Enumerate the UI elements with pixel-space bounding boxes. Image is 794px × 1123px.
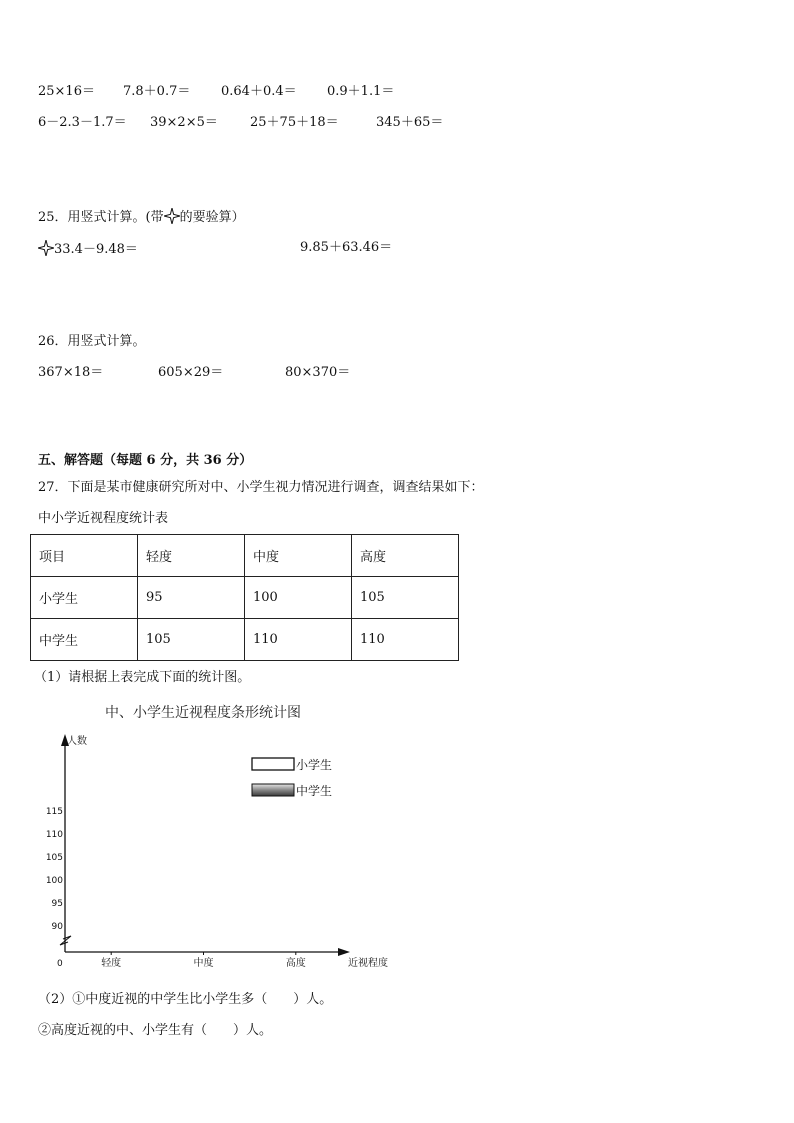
calc-row2-item3: 25＋75＋18＝ (250, 115, 339, 130)
q27-sub2b: ②高度近视的中、小学生有（ ）人。 (38, 1023, 273, 1038)
y-tick-label: 115 (45, 807, 63, 817)
x-axis-arrow (338, 948, 350, 956)
calc-row1-item3: 0.64＋0.4＝ (221, 84, 297, 99)
table-cell: 95 (138, 577, 245, 619)
x-categories (101, 952, 306, 969)
y-tick-label: 105 (45, 853, 63, 863)
section5-title: 五、解答题（每题 6 分，共 36 分） (38, 453, 253, 468)
origin-label: 0 (57, 959, 63, 969)
table-header-cell: 项目 (31, 535, 138, 577)
calc-row2-item2: 39×2×5＝ (150, 115, 218, 130)
q25-item1 (38, 240, 138, 261)
y-tick-label: 95 (51, 899, 63, 909)
q27-intro: 27．下面是某市健康研究所对中、小学生视力情况进行调查，调查结果如下： (38, 480, 484, 495)
table-row (31, 619, 459, 661)
table-header-cell: 轻度 (138, 535, 245, 577)
table-header-cell: 中度 (245, 535, 352, 577)
x-category-label: 高度 (285, 958, 306, 969)
calc-row1-item1: 25×16＝ (38, 84, 95, 99)
y-tick-label: 110 (45, 830, 63, 840)
y-tick-label: 100 (45, 876, 63, 886)
legend-label-primary: 小学生 (296, 758, 333, 772)
q26-title: 26．用竖式计算。 (38, 334, 146, 349)
table-cell: 110 (245, 619, 352, 661)
calc-row1-item4: 0.9＋1.1＝ (327, 84, 395, 99)
legend-swatch-middle (252, 784, 294, 796)
q27-sub2: （2）①中度近视的中学生比小学生多（ ）人。 (38, 992, 333, 1007)
q27-sub1: （1）请根据上表完成下面的统计图。 (34, 670, 251, 685)
table-header-row (31, 535, 459, 577)
y-ticks (46, 807, 63, 932)
table-cell: 110 (352, 619, 459, 661)
myopia-table (30, 534, 459, 661)
q26-item1: 367×18＝ (38, 365, 104, 380)
calc-row2-item1: 6－2.3－1.7＝ (38, 115, 127, 130)
x-axis-label: 近视程度 (348, 958, 388, 969)
myopia-bar-chart (30, 700, 410, 980)
q25-title (38, 208, 245, 229)
legend-swatch-primary (252, 758, 294, 770)
table-cell: 中学生 (31, 619, 138, 661)
table-title: 中小学近视程度统计表 (38, 511, 169, 526)
y-tick-label: 90 (51, 922, 63, 932)
q26-item3: 80×370＝ (285, 365, 351, 380)
q25-item2: 9.85＋63.46＝ (300, 240, 393, 255)
x-category-label: 中度 (193, 958, 214, 969)
table-cell: 105 (138, 619, 245, 661)
legend-label-middle: 中学生 (296, 784, 333, 798)
calc-row1-item2: 7.8＋0.7＝ (123, 84, 191, 99)
q25-title-post: 的要验算） (179, 210, 245, 225)
table-row (31, 577, 459, 619)
table-cell: 105 (352, 577, 459, 619)
x-category-label: 轻度 (101, 958, 122, 969)
four-point-star-icon (164, 208, 180, 229)
table-header-cell: 高度 (352, 535, 459, 577)
table-cell: 100 (245, 577, 352, 619)
four-point-star-icon (38, 240, 54, 261)
chart-title: 中、小学生近视程度条形统计图 (105, 705, 301, 721)
q26-item2: 605×29＝ (158, 365, 224, 380)
y-axis-label: 人数 (67, 736, 87, 747)
calc-row2-item4: 345＋65＝ (376, 115, 444, 130)
q25-title-pre: 25．用竖式计算。(带 (38, 210, 164, 225)
table-cell: 小学生 (31, 577, 138, 619)
q25-item1-text: 33.4－9.48＝ (54, 242, 138, 257)
